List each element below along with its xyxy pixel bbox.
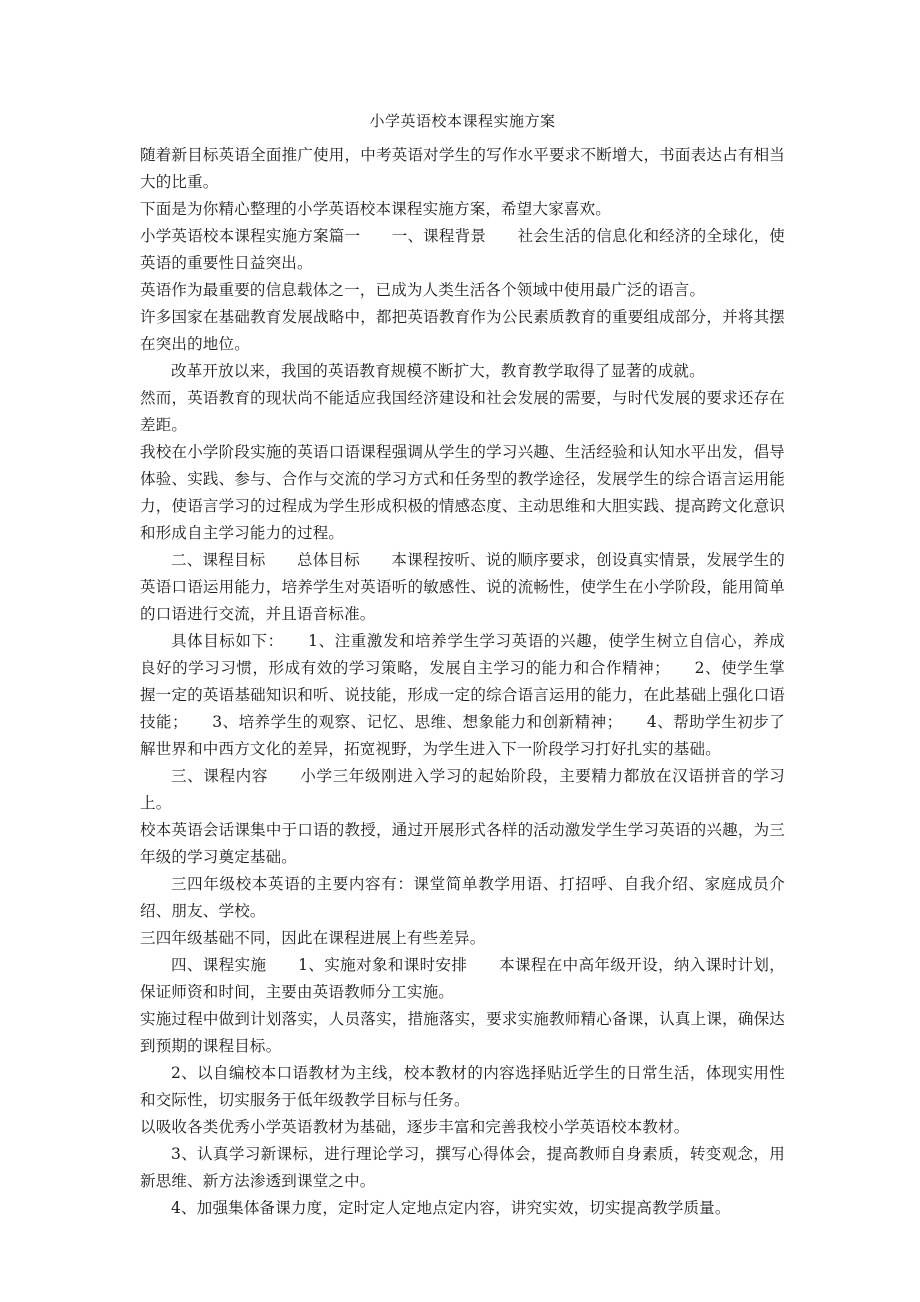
- paragraph-16: 实施过程中做到计划落实，人员落实，措施落实，要求实施教师精心备课，认真上课，确保达到预期的课程目标。: [140, 1010, 785, 1055]
- paragraph-2: 下面是为你精心整理的小学英语校本课程实施方案，希望大家喜欢。: [140, 200, 612, 218]
- paragraph-11: 三、课程内容 小学三年级刚进入学习的起始阶段，主要精力都放在汉语拼音的学习上。: [140, 767, 785, 812]
- paragraph-18: 以吸收各类优秀小学英语教材为基础，逐步丰富和完善我校小学英语校本教材。: [140, 1118, 690, 1136]
- paragraph-19: 3、认真学习新课标，进行理论学习，撰写心得体会，提高教师自身素质，转变观念，用新思维、新方法渗透到课堂之中。: [140, 1145, 785, 1190]
- paragraph-15: 四、课程实施 1、实施对象和课时安排 本课程在中高年级开设，纳入课时计划，保证师资和时间，主要由英语教师分工实施。: [140, 956, 785, 1001]
- paragraph-20: 4、加强集体备课力度，定时定人定地点定内容，讲究实效，切实提高教学质量。: [171, 1199, 731, 1217]
- paragraph-4: 英语作为最重要的信息载体之一，已成为人类生活各个领域中使用最广泛的语言。: [140, 281, 706, 299]
- paragraph-13: 三四年级校本英语的主要内容有：课堂简单教学用语、打招呼、自我介绍、家庭成员介绍、朋友、学校。: [140, 875, 785, 920]
- paragraph-7: 然而，英语教育的现状尚不能适应我国经济建设和社会发展的需要，与时代发展的要求还存在差距。: [140, 389, 785, 434]
- paragraph-12: 校本英语会话课集中于口语的教授，通过开展形式各样的活动激发学生学习英语的兴趣，为三年级的学习奠定基础。: [140, 821, 785, 866]
- paragraph-6: 改革开放以来，我国的英语教育规模不断扩大，教育教学取得了显著的成就。: [171, 362, 705, 380]
- paragraph-1: 随着新目标英语全面推广使用，中考英语对学生的写作水平要求不断增大，书面表达占有相当大的比重。: [140, 146, 785, 191]
- document-title: 小学英语校本课程实施方案: [369, 112, 556, 130]
- paragraph-5: 许多国家在基础教育发展战略中，都把英语教育作为公民素质教育的重要组成部分，并将其摆在突出的地位。: [140, 308, 785, 353]
- paragraph-3: 小学英语校本课程实施方案篇一 一、课程背景 社会生活的信息化和经济的全球化，使英语的重要性日益突出。: [140, 227, 785, 272]
- paragraph-17: 2、以自编校本口语教材为主线，校本教材的内容选择贴近学生的日常生活，体现实用性和交际性，切实服务于低年级教学目标与任务。: [140, 1064, 785, 1109]
- paragraph-9: 二、课程目标 总体目标 本课程按听、说的顺序要求，创设真实情景，发展学生的英语口语运用能力，培养学生对英语听的敏感性、说的流畅性，使学生在小学阶段，能用简单的口语进行交流，并且语音标准。: [140, 551, 785, 623]
- document-page: [140, 108, 785, 1222]
- paragraph-10: 具体目标如下： 1、注重激发和培养学生学习英语的兴趣，使学生树立自信心，养成良好的学习习惯，形成有效的学习策略，发展自主学习的能力和合作精神； 2、使学生掌握一定的英语基础知识和听、说技能，形成一定的综合语言运用的能力，在此基础上强化口语技能； 3、培养学生的观察、记忆、思维、想象能力和创新精神； 4、帮助学生初步了解世界和中西方文化的差异，拓宽视野，为学生进入下一阶段学习打好扎实的基础。: [140, 632, 785, 758]
- paragraph-8: 我校在小学阶段实施的英语口语课程强调从学生的学习兴趣、生活经验和认知水平出发，倡导体验、实践、参与、合作与交流的学习方式和任务型的教学途径，发展学生的综合语言运用能力，使语言学习的过程成为学生形成积极的情感态度、主动思维和大胆实践、提高跨文化意识和形成自主学习能力的过程。: [140, 443, 785, 542]
- paragraph-14: 三四年级基础不同，因此在课程进展上有些差异。: [140, 929, 486, 947]
- document-body: [140, 142, 785, 1222]
